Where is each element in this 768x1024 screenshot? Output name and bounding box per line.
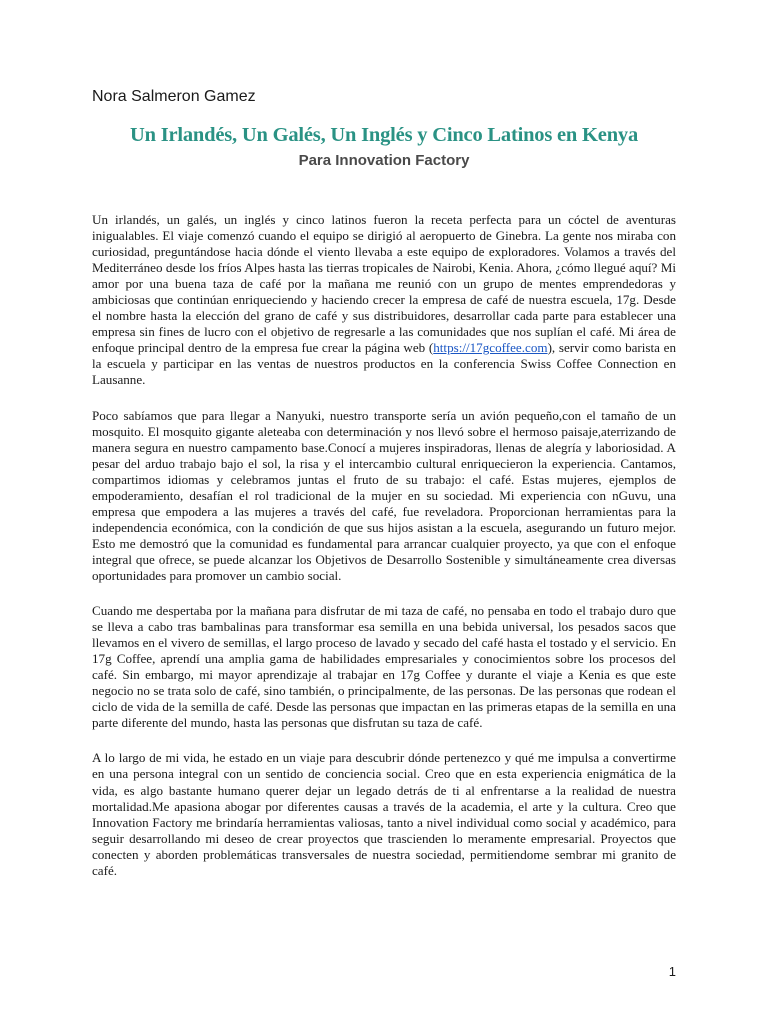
paragraph-2: Poco sabíamos que para llegar a Nanyuki, nuestro transporte sería un avión pequeño,con el tamaño de un mosquito. El mosquito gigante aleteaba con determinación y nos llevó sobre el hermoso paisaje,aterrizando de manera segura en nuestro campamento base.Conocí a mujeres inspiradoras, llenas de alegría y laboriosidad. A pesar del arduo trabajo bajo el sol, la risa y el intercambio cultural enriquecieron la experiencia. Cantamos, compartimos idiomas y celebramos juntas el fruto de su trabajo: el café. Estas mujeres, ejemplos de empoderamiento, desafían el rol tradicional de la mujer en su sociedad. Mi experiencia con nGuvu, una empresa que empodera a las mujeres a través del café, fue reveladora. Proporcionan herramientas para la independencia económica, con la condición de que sus hijos asistan a la escuela, asegurando un futuro mejor. Esto me demostró que la comunidad es fundamental para arrancar cualquier proyecto, ya que con el enfoque integral que ofrece, se puede alcanzar los Objetivos de Desarrollo Sostenible y simultáneamente crea diversas oportunidades para promover un cambio social. (92, 407, 676, 583)
document-body (92, 212, 676, 898)
document-title: Un Irlandés, Un Galés, Un Inglés y Cinco Latinos en Kenya (129, 124, 638, 146)
page-number: 1 (668, 964, 676, 979)
paragraph-1-text-after-link: ), servir como barista en la escuela y participar en las ventas de nuestros productos en la conferencia Swiss Coffee Connection en Lausanne. (92, 340, 676, 388)
author-name: Nora Salmeron Gamez (92, 88, 256, 105)
paragraph-3: Cuando me despertaba por la mañana para disfrutar de mi taza de café, no pensaba en todo el trabajo duro que se lleva a cabo tras bambalinas para transformar esa semilla en una bebida universal, los pesados sacos que llevamos en el vivero de semillas, el largo proceso de lavado y secado del café hasta el tostado y el servicio. En 17g Coffee, aprendí una amplia gama de habilidades empresariales y conocimientos sobre los procesos del café. Sin embargo, mi mayor aprendizaje al trabajar en 17g Coffee y durante el viaje a Kenia es que este negocio no se trata solo de café, sino también, o principalmente, de las personas. De las personas que rodean el ciclo de vida de la semilla de café. Desde las personas que impactan en las primeras etapas de la semilla en una parte diferente del mundo, hasta las personas que disfrutan su taza de café. (92, 603, 676, 731)
website-link[interactable]: https://17gcoffee.com (433, 340, 548, 356)
document-subtitle: Para Innovation Factory (298, 152, 470, 169)
paragraph-4: A lo largo de mi vida, he estado en un viaje para descubrir dónde pertenezco y qué me impulsa a convertirme en una persona integral con un sentido de conciencia social. Creo que en esta experiencia enigmática de la vida, es algo bastante humano querer dejar un legado detrás de ti al enfrentarse a la realidad de nuestra mortalidad.Me apasiona abogar por diferentes causas a través de la academia, el arte y la cultura. Creo que Innovation Factory me brindaría herramientas valiosas, tanto a nivel individual como social y académico, para seguir desarrollando mi deseo de crear proyectos que trascienden lo meramente empresarial. Proyectos que conecten y aborden problemáticas transversales de nuestra sociedad, permitiendome sembrar mi granito de café. (92, 750, 676, 878)
paragraph-1 (92, 212, 676, 389)
paragraph-1-text-before-link: Un irlandés, un galés, un inglés y cinco latinos fueron la receta perfecta para un cóctel de aventuras inigualables. El viaje comenzó cuando el equipo se dirigió al aeropuerto de Ginebra. La gente nos miraba con curiosidad, preguntándose hacia dónde el viento llevaba a este equipo de exploradores. Volamos a través del Mediterráneo desde los fríos Alpes hasta las tierras tropicales de Nairobi, Kenia. Ahora, ¿cómo llegué aquí? Mi amor por una buena taza de café por la mañana me reunió con un grupo de mentes emprendedoras y ambiciosas que continúan enriqueciendo y haciendo crecer la empresa de café de nuestra escuela, 17g. Desde el nombre hasta la elección del grano de café y sus distribuidores, desarrollar cada parte para establecer una empresa sin fines de lucro con el objetivo de regresarle a las comunidades que nos suplían el café. Mi área de enfoque principal dentro de la empresa fue crear la página web ( (92, 212, 676, 356)
